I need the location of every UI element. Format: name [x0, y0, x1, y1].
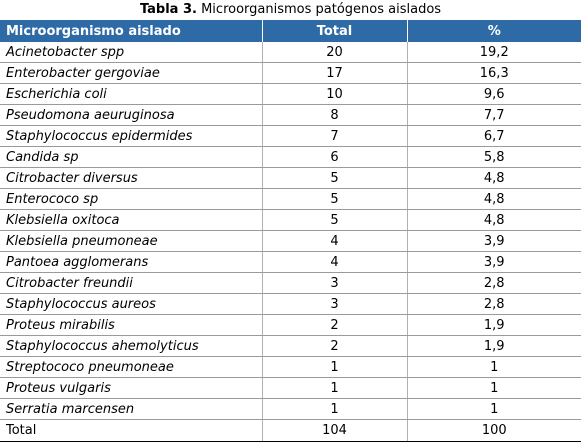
- percent-cell: 5,8: [407, 147, 581, 168]
- total-cell: 5: [262, 189, 407, 210]
- percent-cell: 2,8: [407, 273, 581, 294]
- microorganism-cell: Acinetobacter spp: [0, 42, 262, 63]
- microorganism-cell: Staphylococcus aureos: [0, 294, 262, 315]
- microorganism-cell: Enterococo sp: [0, 189, 262, 210]
- table-row: [0, 357, 581, 378]
- table-row: [0, 273, 581, 294]
- percent-cell: 1: [407, 399, 581, 420]
- table-row: [0, 147, 581, 168]
- table-row: [0, 294, 581, 315]
- table-row: [0, 63, 581, 84]
- table-row: [0, 231, 581, 252]
- microorganism-cell: Pseudomona aeuruginosa: [0, 105, 262, 126]
- percent-cell: 9,6: [407, 84, 581, 105]
- total-cell: 2: [262, 336, 407, 357]
- table-header: [0, 20, 581, 42]
- table-row: [0, 378, 581, 399]
- column-header-total: Total: [262, 20, 407, 42]
- column-header-microorganism: Microorganismo aislado: [0, 20, 262, 42]
- total-cell: 3: [262, 273, 407, 294]
- total-label: Total: [0, 420, 262, 442]
- table-row: [0, 42, 581, 63]
- total-cell: 5: [262, 210, 407, 231]
- percent-cell: 6,7: [407, 126, 581, 147]
- microorganisms-table: [0, 20, 581, 442]
- table-row: [0, 315, 581, 336]
- percent-cell: 1,9: [407, 336, 581, 357]
- microorganism-cell: Candida sp: [0, 147, 262, 168]
- table-row: [0, 189, 581, 210]
- total-cell: 1: [262, 357, 407, 378]
- total-cell: 20: [262, 42, 407, 63]
- total-cell: 3: [262, 294, 407, 315]
- microorganism-cell: Proteus vulgaris: [0, 378, 262, 399]
- column-header-percent: %: [407, 20, 581, 42]
- percent-cell: 4,8: [407, 189, 581, 210]
- table-caption: [0, 0, 581, 20]
- table-row: [0, 336, 581, 357]
- total-cell: 17: [262, 63, 407, 84]
- total-count: 104: [262, 420, 407, 442]
- table-row: [0, 168, 581, 189]
- percent-cell: 4,8: [407, 210, 581, 231]
- percent-cell: 16,3: [407, 63, 581, 84]
- percent-cell: 4,8: [407, 168, 581, 189]
- microorganism-cell: Serratia marcensen: [0, 399, 262, 420]
- total-row: [0, 420, 581, 442]
- total-cell: 8: [262, 105, 407, 126]
- microorganism-cell: Klebsiella pneumoneae: [0, 231, 262, 252]
- microorganism-cell: Enterobacter gergoviae: [0, 63, 262, 84]
- table-row: [0, 210, 581, 231]
- header-row: [0, 20, 581, 42]
- percent-cell: 1,9: [407, 315, 581, 336]
- total-cell: 4: [262, 252, 407, 273]
- microorganism-cell: Streptococo pneumoneae: [0, 357, 262, 378]
- table-row: [0, 252, 581, 273]
- total-cell: 7: [262, 126, 407, 147]
- table-row: [0, 126, 581, 147]
- microorganism-cell: Proteus mirabilis: [0, 315, 262, 336]
- microorganism-cell: Klebsiella oxitoca: [0, 210, 262, 231]
- total-cell: 10: [262, 84, 407, 105]
- table-body: [0, 42, 581, 442]
- table-row: [0, 105, 581, 126]
- microorganism-cell: Staphylococcus epidermides: [0, 126, 262, 147]
- percent-cell: 19,2: [407, 42, 581, 63]
- microorganism-cell: Citrobacter diversus: [0, 168, 262, 189]
- table-row: [0, 84, 581, 105]
- total-cell: 4: [262, 231, 407, 252]
- total-cell: 1: [262, 378, 407, 399]
- percent-cell: 3,9: [407, 252, 581, 273]
- percent-cell: 3,9: [407, 231, 581, 252]
- percent-cell: 1: [407, 378, 581, 399]
- total-cell: 2: [262, 315, 407, 336]
- percent-cell: 7,7: [407, 105, 581, 126]
- microorganism-cell: Staphylococcus ahemolyticus: [0, 336, 262, 357]
- microorganism-cell: Citrobacter freundii: [0, 273, 262, 294]
- percent-cell: 1: [407, 357, 581, 378]
- percent-cell: 2,8: [407, 294, 581, 315]
- total-cell: 6: [262, 147, 407, 168]
- table-caption-label: Tabla 3.: [139, 2, 197, 17]
- total-percent: 100: [407, 420, 581, 442]
- total-cell: 1: [262, 399, 407, 420]
- table-caption-text: Microorganismos patógenos aislados: [201, 2, 442, 17]
- total-cell: 5: [262, 168, 407, 189]
- microorganism-cell: Escherichia coli: [0, 84, 262, 105]
- table-row: [0, 399, 581, 420]
- microorganism-cell: Pantoea agglomerans: [0, 252, 262, 273]
